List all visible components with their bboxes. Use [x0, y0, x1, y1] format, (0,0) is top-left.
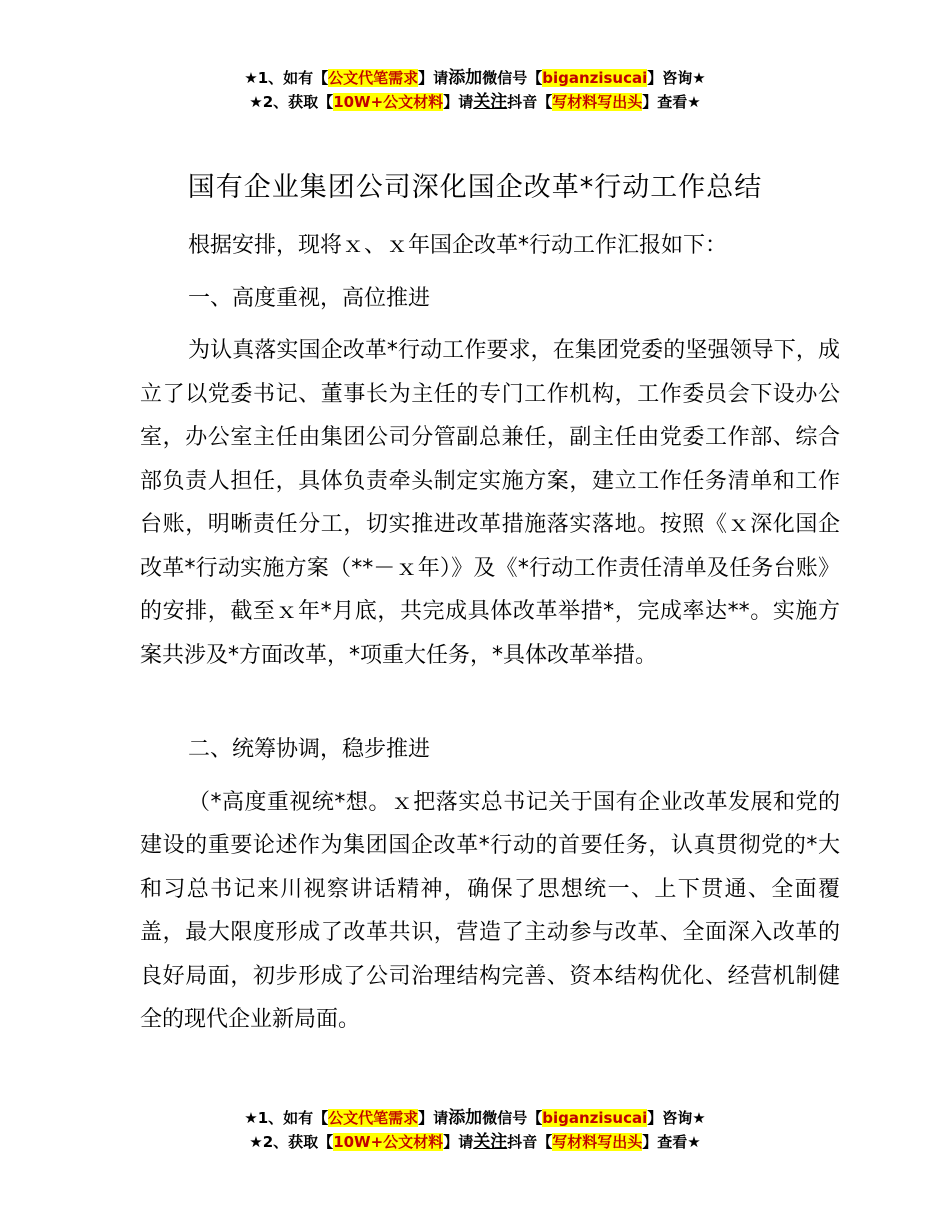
banner-highlight: 写材料写出头 — [552, 1133, 643, 1151]
banner-line-1 — [0, 1106, 950, 1130]
banner-text: 微信号【 — [482, 1109, 543, 1127]
banner-text: 】查看★ — [642, 1133, 701, 1151]
banner-highlight: 写材料写出头 — [552, 93, 643, 111]
banner-line-2 — [0, 1130, 950, 1154]
intro-paragraph: 根据安排，现将ｘ、ｘ年国企改革*行动工作汇报如下： — [188, 233, 728, 258]
banner-highlight: 公文代笔需求 — [328, 1109, 419, 1127]
banner-text: ★2、获取【 — [249, 1133, 334, 1151]
banner-text: 】查看★ — [642, 93, 701, 111]
banner-text: 微信号【 — [482, 69, 543, 87]
document-body-1 — [140, 224, 840, 677]
banner-highlight: 10W+公文材料 — [333, 93, 444, 111]
header-banner — [0, 66, 950, 114]
banner-text: 抖音【 — [507, 1133, 553, 1151]
banner-line-2 — [0, 90, 950, 114]
document-title: 国有企业集团公司深化国企改革*行动工作总结 — [187, 172, 763, 203]
banner-emphasis: 添加 — [448, 1108, 483, 1128]
banner-highlight: 10W+公文材料 — [333, 1133, 444, 1151]
banner-text: 】请 — [443, 1133, 474, 1151]
banner-text: 】咨询★ — [647, 69, 706, 87]
document-body-2 — [140, 728, 840, 1042]
section-2-paragraph: （*高度重视统*想。ｘ把落实总书记关于国有企业改革发展和党的建设的重要论述作为集团国企改革*行动的首要任务，认真贯彻党的*大和习总书记来川视察讲话精神，确保了思想统一、上下贯通、全面覆盖，最大限度形成了改革共识，营造了主动参与改革、全面深入改革的良好局面，初步形成了公司治理结构完善、资本结构优化、经营机制健全的现代企业新局面。 — [140, 789, 840, 1032]
section-1-heading: 一、高度重视，高位推进 — [188, 285, 431, 311]
banner-highlight: biganzisucai — [542, 1109, 648, 1127]
banner-text: ★1、如有【 — [244, 1109, 329, 1127]
banner-text: 】请 — [418, 69, 449, 87]
section-1-paragraph: 为认真落实国企改革*行动工作要求，在集团党委的坚强领导下，成立了以党委书记、董事长为主任的专门工作机构，工作委员会下设办公室，办公室主任由集团公司分管副总兼任，副主任由党委工作部、综合部负责人担任，具体负责牵头制定实施方案，建立工作任务清单和工作台账，明晰责任分工，切实推进改革措施落实落地。按照《ｘ深化国企改革*行动实施方案（**－ｘ年）》及《*行动工作责任清单及任务台账》的安排，截至ｘ年*月底，共完成具体改革举措*，完成率达**。实施方案共涉及*方面改革，*项重大任务，*具体改革举措。 — [140, 338, 840, 668]
section-2-heading: 二、统筹协调，稳步推进 — [188, 737, 431, 762]
banner-text: 抖音【 — [507, 93, 553, 111]
banner-text: ★2、获取【 — [249, 93, 334, 111]
banner-text: 】咨询★ — [647, 1109, 706, 1127]
banner-highlight: biganzisucai — [542, 69, 648, 87]
banner-emphasis: 关注 — [473, 1132, 508, 1152]
banner-emphasis: 关注 — [473, 92, 508, 112]
banner-line-1 — [0, 66, 950, 90]
footer-banner — [0, 1106, 950, 1154]
banner-text: 】请 — [418, 1109, 449, 1127]
banner-emphasis: 添加 — [448, 68, 483, 88]
banner-highlight: 公文代笔需求 — [328, 69, 419, 87]
banner-text: ★1、如有【 — [244, 69, 329, 87]
banner-text: 】请 — [443, 93, 474, 111]
